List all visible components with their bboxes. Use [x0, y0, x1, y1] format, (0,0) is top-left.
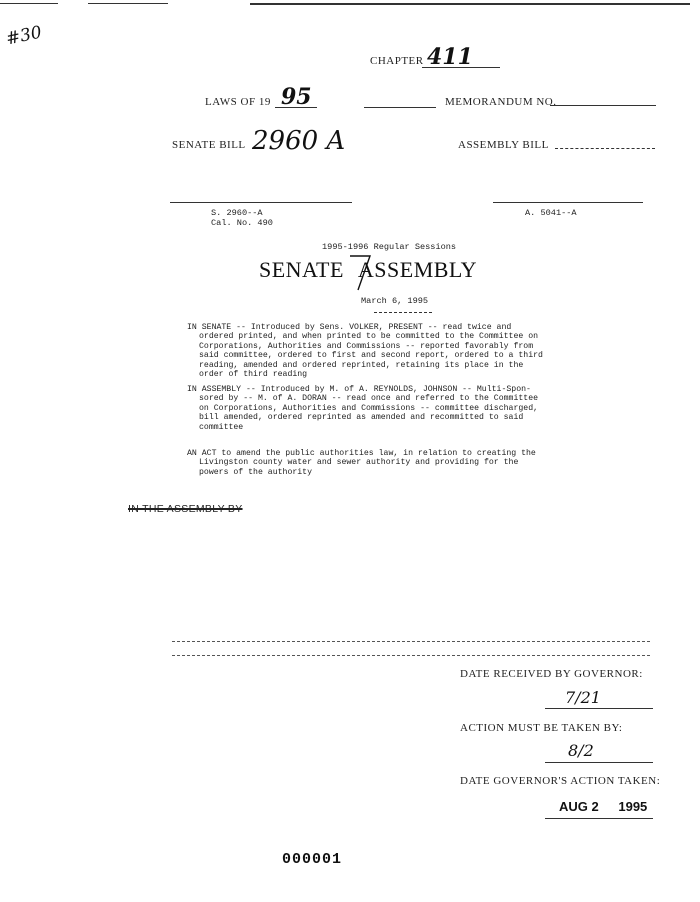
action-taken-date: AUG 2 — [559, 799, 599, 814]
date-received-underline — [545, 708, 653, 709]
senate-history-paragraph — [187, 323, 612, 379]
struck-assembly-stamp: IN THE ASSEMBLY BY — [128, 503, 243, 515]
paragraph-line: powers of the authority — [199, 467, 313, 477]
date-received-value: 7/21 — [565, 688, 601, 707]
paragraph-line: sored by -- M. of A. DORAN -- read once and referred to the Committee — [199, 394, 539, 404]
paragraph-line: order of third reading — [199, 370, 308, 380]
chamber-assembly: ASSEMBLY — [357, 257, 478, 282]
date-underline — [374, 312, 432, 313]
action-taken-underline — [545, 818, 653, 819]
laws-year: 95 — [281, 84, 312, 110]
paragraph-line: ordered printed, and when printed to be committed to the Committee on — [199, 332, 539, 342]
paragraph-line: said committee, ordered to first and second report, ordered to a third — [199, 351, 543, 361]
senate-bill-number: S. 2960--A — [211, 208, 263, 218]
paragraph-line: committee — [199, 422, 244, 432]
bill-box-top-rule — [493, 202, 643, 203]
top-edge-rule — [0, 3, 58, 4]
corner-handwritten-mark: #30 — [4, 22, 44, 50]
paragraph-line: reading, amended and ordered reprinted, retaining its place in the — [199, 360, 524, 370]
date-received-label: DATE RECEIVED BY GOVERNOR: — [460, 668, 643, 680]
assembly-bill-blank-line — [555, 148, 655, 149]
assembly-bill-number: A. 5041--A — [525, 208, 577, 218]
introduction-date: March 6, 1995 — [361, 296, 429, 306]
paragraph-line: IN SENATE -- Introduced by Sens. VOLKER, PRESENT -- read twice and — [187, 323, 512, 332]
chapter-value: 411 — [427, 44, 473, 70]
act-title-paragraph — [187, 449, 612, 477]
action-deadline-value: 8/2 — [568, 741, 594, 760]
senate-bill-value: 2960 A — [252, 126, 346, 156]
chamber-senate: SENATE — [259, 257, 344, 282]
top-edge-rule — [88, 3, 168, 4]
memorandum-blank-line — [550, 105, 656, 106]
action-deadline-label: ACTION MUST BE TAKEN BY: — [460, 722, 623, 734]
lower-rule — [172, 655, 650, 656]
action-deadline-underline — [545, 762, 653, 763]
action-taken-label: DATE GOVERNOR'S ACTION TAKEN: — [460, 775, 661, 787]
action-taken-stamp — [559, 799, 647, 814]
laws-label: LAWS OF 19 — [205, 96, 271, 108]
memorandum-label: MEMORANDUM NO. — [445, 96, 557, 108]
bill-box-top-rule — [170, 202, 352, 203]
paragraph-line: IN ASSEMBLY -- Introduced by M. of A. REYNOLDS, JOHNSON -- Multi-Spon- — [187, 385, 531, 394]
assembly-history-paragraph — [187, 385, 612, 432]
chapter-label: CHAPTER — [370, 55, 424, 67]
paragraph-line: Livingston county water and sewer authority and providing for the — [199, 458, 519, 468]
paragraph-line: AN ACT to amend the public authorities law, in relation to creating the — [187, 449, 536, 458]
session-line: 1995-1996 Regular Sessions — [322, 242, 457, 252]
lower-rule — [172, 641, 650, 642]
paragraph-line: bill amended, ordered reprinted as amended and recommitted to said — [199, 413, 524, 423]
chamber-bracket-mark — [346, 252, 376, 294]
calendar-number: Cal. No. 490 — [211, 218, 273, 228]
paragraph-line: Corporations, Authorities and Commissions -- reported favorably from — [199, 341, 534, 351]
action-taken-year: 1995 — [618, 799, 648, 814]
laws-blank-line — [364, 107, 436, 108]
chapter-underline — [422, 67, 500, 68]
senate-bill-label: SENATE BILL — [172, 139, 246, 151]
page-number: 000001 — [282, 851, 343, 868]
laws-year-underline — [275, 107, 317, 108]
paragraph-line: on Corporations, Authorities and Commissions -- committee discharged, — [199, 403, 539, 413]
top-edge-rule — [250, 3, 690, 5]
assembly-bill-label: ASSEMBLY BILL — [458, 139, 549, 151]
